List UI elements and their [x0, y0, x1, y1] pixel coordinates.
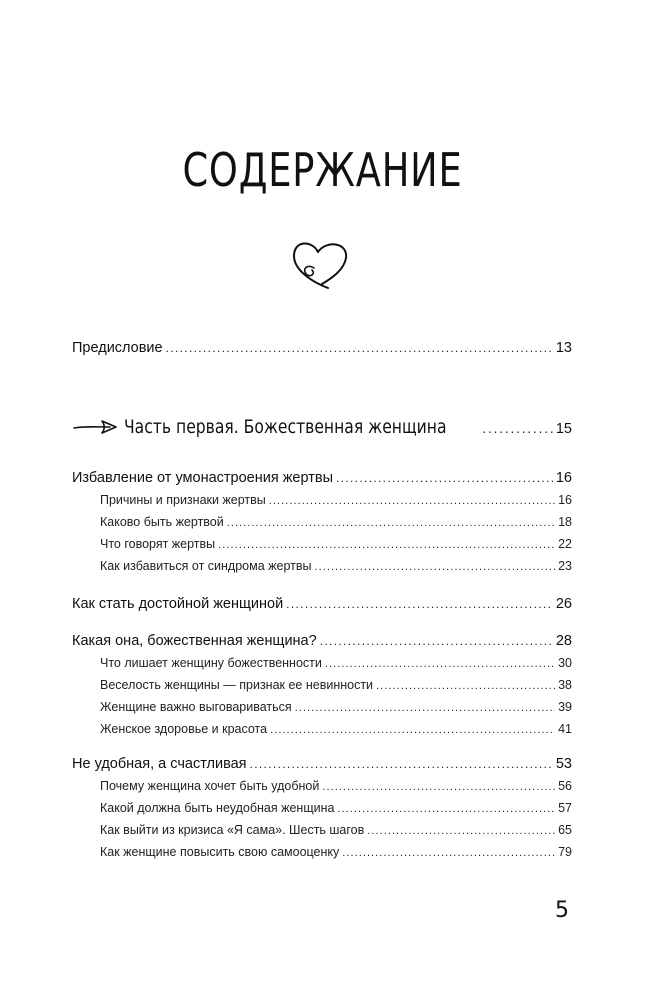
toc-subentry-page: 30 [558, 656, 572, 670]
heart-swirl-icon [288, 238, 352, 290]
toc-entry-label: Предисловие [72, 340, 163, 356]
toc-section-label: Как стать достойной женщиной [72, 596, 284, 612]
toc-subentry[interactable] [100, 678, 572, 692]
toc-subentry-label: Женское здоровье и красота [100, 722, 268, 736]
leader-dots [218, 539, 555, 551]
toc-section[interactable] [72, 756, 572, 772]
toc-subentry-label: Что говорят жертвы [100, 537, 216, 551]
toc-subentry-label: Каково быть жертвой [100, 515, 224, 529]
leader-dots [166, 341, 553, 355]
toc-subentry-label: Веселость женщины — признак ее невинности [100, 678, 374, 692]
toc-subentry[interactable] [100, 559, 572, 573]
toc-subentry[interactable] [100, 656, 572, 670]
toc-subentry-label: Как женщине повысить свою самооценку [100, 845, 340, 859]
toc-subentry[interactable] [100, 722, 572, 736]
toc-entry-page: 13 [555, 340, 572, 356]
toc-subentry-label: Что лишает женщину божественности [100, 656, 322, 670]
toc-subentry-page: 57 [558, 801, 572, 815]
toc-subentry-page: 38 [558, 678, 572, 692]
toc-section-page: 26 [555, 596, 572, 612]
toc-subentry[interactable] [100, 493, 572, 507]
leader-dots [269, 495, 555, 507]
toc-section-page: 16 [555, 470, 572, 486]
toc-subentry-page: 22 [558, 537, 572, 551]
leader-dots [322, 781, 555, 793]
toc-subentry-page: 16 [558, 493, 572, 507]
leader-dots [367, 825, 555, 837]
page-number: 5 [555, 898, 569, 923]
leader-dots [482, 422, 553, 436]
toc-section-page: 53 [555, 756, 572, 772]
toc-subentry-label: Женщине важно выговариваться [100, 700, 292, 714]
toc-subentry[interactable] [100, 700, 572, 714]
leader-dots [315, 561, 556, 573]
leader-dots [270, 724, 555, 736]
toc-subentry-page: 23 [558, 559, 572, 573]
leader-dots [342, 847, 555, 859]
toc-section-page: 28 [555, 633, 572, 649]
page-title: СОДЕРЖАНИЕ [182, 143, 463, 197]
toc-subentry[interactable] [100, 801, 572, 815]
leader-dots [227, 517, 555, 529]
toc-section-label: Избавление от умонастроения жертвы [72, 470, 333, 486]
toc-subentry-label: Почему женщина хочет быть удобной [100, 779, 320, 793]
toc-subentry-label: Какой должна быть неудобная женщина [100, 801, 335, 815]
toc-subentry-page: 79 [558, 845, 572, 859]
toc-part-label: Часть первая. Божественная женщина [124, 416, 447, 438]
toc-subentry[interactable] [100, 823, 572, 837]
leader-dots [250, 757, 553, 771]
toc-subentry-page: 41 [558, 722, 572, 736]
leader-dots [376, 680, 555, 692]
leader-dots [320, 634, 553, 648]
toc-section[interactable] [72, 470, 572, 486]
toc-subentry-page: 18 [558, 515, 572, 529]
leader-dots [286, 597, 553, 611]
toc-section-label: Не удобная, а счастливая [72, 756, 247, 772]
toc-section[interactable] [72, 633, 572, 649]
toc-part-page: 15 [555, 421, 572, 437]
arrow-right-icon [72, 419, 118, 435]
toc-subentry-label: Как избавиться от синдрома жертвы [100, 559, 312, 573]
toc-subentry[interactable] [100, 537, 572, 551]
toc-subentry-label: Причины и признаки жертвы [100, 493, 266, 507]
toc-subentry[interactable] [100, 515, 572, 529]
toc-subentry-page: 56 [558, 779, 572, 793]
toc-subentry[interactable] [100, 845, 572, 859]
leader-dots [336, 471, 553, 485]
leader-dots [337, 803, 555, 815]
leader-dots [325, 658, 555, 670]
toc-section[interactable] [72, 596, 572, 612]
leader-dots [295, 702, 555, 714]
toc-subentry-label: Как выйти из кризиса «Я сама». Шесть шагов [100, 823, 365, 837]
toc-subentry[interactable] [100, 779, 572, 793]
toc-section-label: Какая она, божественная женщина? [72, 633, 317, 649]
toc-part-heading[interactable] [72, 416, 572, 438]
toc-subentry-page: 39 [558, 700, 572, 714]
toc-entry-preface[interactable] [72, 340, 572, 356]
toc-subentry-page: 65 [558, 823, 572, 837]
